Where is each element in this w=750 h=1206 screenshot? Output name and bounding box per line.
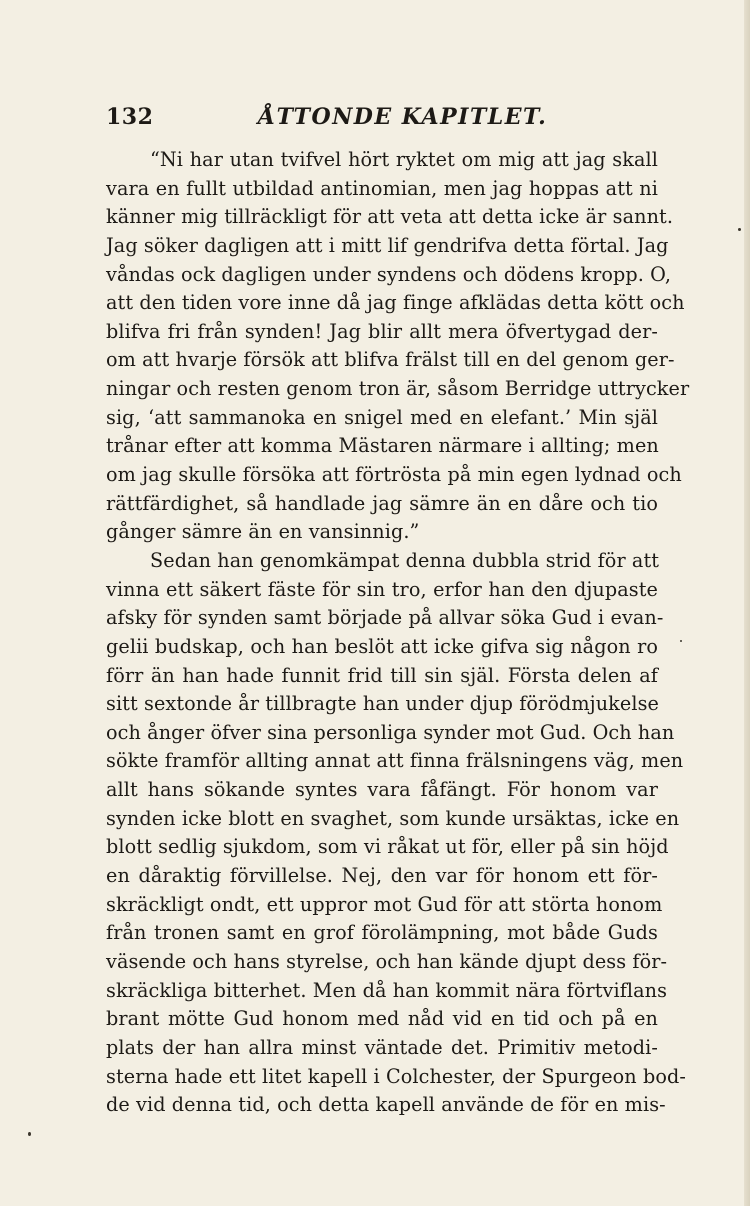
ink-speck <box>28 1132 31 1136</box>
text-line: de vid denna tid, och detta kapell använde de för en mis- <box>106 1093 666 1117</box>
text-line: våndas ock dagligen under syndens och dödens kropp. O, <box>106 262 672 286</box>
page-number: 132 <box>106 104 154 130</box>
text-line: allt hans sökande syntes vara fåfängt. För honom var <box>106 778 658 802</box>
text-line: blifva fri från synden! Jag blir allt mera öfvertygad der- <box>106 319 658 343</box>
text-line: sig, ‘att sammanoka en snigel med en elefant.’ Min själ <box>106 405 658 429</box>
text-line: och ånger öfver sina personliga synder mot Gud. Och han <box>106 720 675 744</box>
text-line: skräckligt ondt, ett uppror mot Gud för att störta honom <box>106 892 663 916</box>
text-line: ningar och resten genom tron är, såsom Berridge uttrycker <box>106 377 690 401</box>
text-line: om jag skulle försöka att förtrösta på min egen lydnad och <box>106 463 682 487</box>
text-line: sterna hade ett litet kapell i Colchester, der Spurgeon bod- <box>106 1064 686 1088</box>
page-edge <box>744 0 750 1206</box>
text-line: vara en fullt utbildad antinomian, men jag hoppas att ni <box>106 176 658 200</box>
text-line: sitt sextonde år tillbragte han under djup förödmjukelse <box>106 692 659 716</box>
text-line: gelii budskap, och han beslöt att icke gifva sig någon ro <box>106 634 658 658</box>
text-line: plats der han allra minst väntade det. Primitiv metodi- <box>106 1035 658 1059</box>
text-line: väsende och hans styrelse, och han kände djupt dess för- <box>106 949 668 973</box>
text-line: förr än han hade funnit frid till sin själ. Första delen af <box>106 663 658 687</box>
text-line: känner mig tillräckligt för att veta att detta icke är sannt. <box>106 205 674 229</box>
text-line: trånar efter att komma Mästaren närmare i allting; men <box>106 434 659 458</box>
text-line: afsky för synden samt började på allvar söka Gud i evan- <box>106 606 664 630</box>
text-line: vinna ett säkert fäste för sin tro, erfor han den djupaste <box>106 577 658 601</box>
text-line: brant mötte Gud honom med nåd vid en tid och på en <box>106 1007 658 1031</box>
running-head: ÅTTONDE KAPITLET. <box>258 104 548 130</box>
body-text <box>106 146 690 1120</box>
text-line: rättfärdighet, så handlade jag sämre än en dåre och tio <box>106 491 658 515</box>
text-line: från tronen samt en grof förolämpning, mot både Guds <box>106 921 658 945</box>
text-line: en dåraktig förvillelse. Nej, den var för honom ett för- <box>106 864 658 888</box>
ink-speck <box>738 228 741 231</box>
text-line: att den tiden vore inne då jag finge afklädas detta kött och <box>106 291 685 315</box>
text-line: synden icke blott en svaghet, som kunde ursäktas, icke en <box>106 806 680 830</box>
text-line: skräckliga bitterhet. Men då han kommit nära förtviflans <box>106 978 668 1002</box>
text-line: sökte framför allting annat att finna frälsningens väg, men <box>106 749 684 773</box>
text-line: Jag söker dagligen att i mitt lif gendrifva detta förtal. Jag <box>106 233 669 257</box>
text-line: blott sedlig sjukdom, som vi råkat ut för, eller på sin höjd <box>106 835 669 859</box>
text-line: gånger sämre än en vansinnig.” <box>106 520 420 544</box>
text-line: Sedan han genomkämpat denna dubbla strid för att <box>150 548 660 572</box>
ink-speck <box>680 640 682 642</box>
page-header <box>106 104 666 136</box>
text-line: om att hvarje försök att blifva frälst till en del genom ger- <box>106 348 675 372</box>
text-line: “Ni har utan tvifvel hört ryktet om mig att jag skall <box>150 148 658 171</box>
